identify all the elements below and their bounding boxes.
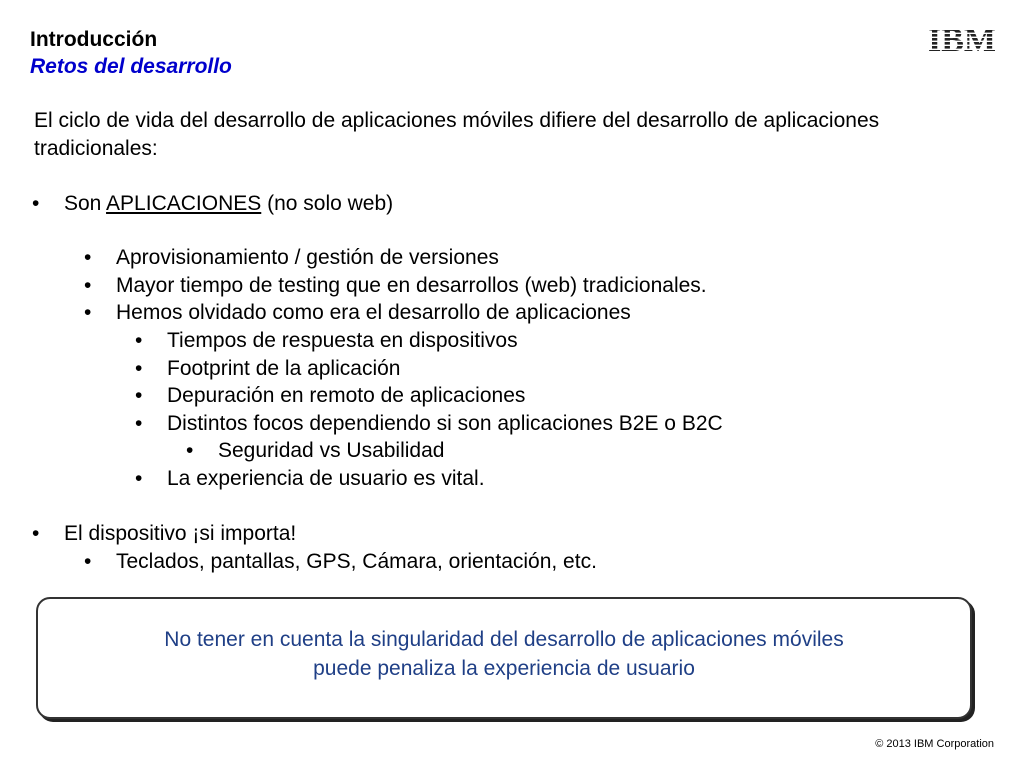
list-item — [135, 382, 723, 410]
list-item-text: Aprovisionamiento / gestión de versiones — [116, 246, 499, 269]
bullet-dot-icon: • — [135, 384, 143, 407]
slide-title: Introducción — [30, 28, 158, 51]
bullet-list-level2 — [84, 244, 707, 327]
bullet-dot-icon: • — [135, 411, 143, 435]
bullet-dot-icon: • — [84, 550, 92, 573]
list-item — [135, 355, 723, 383]
bullet-list-level1-second — [32, 520, 297, 548]
slide-subtitle: Retos del desarrollo — [30, 55, 232, 78]
bullet-el-dispositivo — [32, 520, 297, 548]
callout-line-2: puede penaliza la experiencia de usuario — [313, 657, 695, 680]
list-item-text: Seguridad vs Usabilidad — [218, 439, 445, 462]
ibm-logo — [928, 22, 996, 54]
list-item — [186, 437, 445, 465]
list-item-text: El dispositivo ¡si importa! — [64, 522, 297, 545]
list-item — [84, 548, 597, 576]
bullet-suffix: (no solo web) — [261, 192, 394, 215]
bullet-list-level1 — [32, 190, 394, 218]
bullet-dot-icon: • — [32, 192, 40, 215]
callout-box — [36, 597, 972, 719]
list-item-text: Mayor tiempo de testing que en desarrollos (web) tradicionales. — [116, 273, 707, 297]
bullet-list-level4 — [186, 437, 445, 465]
list-item — [84, 244, 707, 272]
bullet-dot-icon: • — [135, 356, 143, 380]
list-item — [84, 299, 707, 327]
bullet-prefix: Son — [64, 192, 107, 215]
list-item-text: Distintos focos dependiendo si son aplicaciones B2E o B2C — [167, 411, 723, 435]
list-item — [84, 272, 707, 300]
bullet-list-level3 — [135, 327, 723, 437]
bullet-underlined-term: APLICACIONES — [106, 192, 262, 215]
list-item-text: Teclados, pantallas, GPS, Cámara, orientación, etc. — [116, 550, 597, 573]
bullet-son-aplicaciones — [32, 190, 394, 218]
list-item — [135, 465, 485, 493]
bullet-dot-icon: • — [84, 246, 92, 269]
list-item-text: Footprint de la aplicación — [167, 356, 401, 380]
bullet-list-level2-second — [84, 548, 597, 576]
intro-paragraph: El ciclo de vida del desarrollo de aplicaciones móviles difiere del desarrollo de aplicaciones tradicionales: — [34, 109, 880, 160]
callout-text — [38, 625, 970, 683]
bullet-dot-icon: • — [32, 522, 40, 545]
bullet-dot-icon: • — [84, 273, 92, 297]
list-item — [135, 327, 723, 355]
list-item-text: Depuración en remoto de aplicaciones — [167, 384, 526, 407]
bullet-dot-icon: • — [186, 439, 194, 462]
bullet-list-level3-continued — [135, 465, 485, 493]
callout-line-1: No tener en cuenta la singularidad del desarrollo de aplicaciones móviles — [164, 628, 844, 651]
bullet-dot-icon: • — [135, 467, 143, 490]
copyright-footer: © 2013 IBM Corporation — [875, 738, 994, 750]
list-item — [135, 410, 723, 438]
bullet-dot-icon: • — [84, 301, 92, 324]
list-item-text: Tiempos de respuesta en dispositivos — [167, 329, 518, 352]
list-item-text: Hemos olvidado como era el desarrollo de aplicaciones — [116, 301, 631, 324]
list-item-text: La experiencia de usuario es vital. — [167, 467, 485, 490]
bullet-dot-icon: • — [135, 329, 143, 352]
